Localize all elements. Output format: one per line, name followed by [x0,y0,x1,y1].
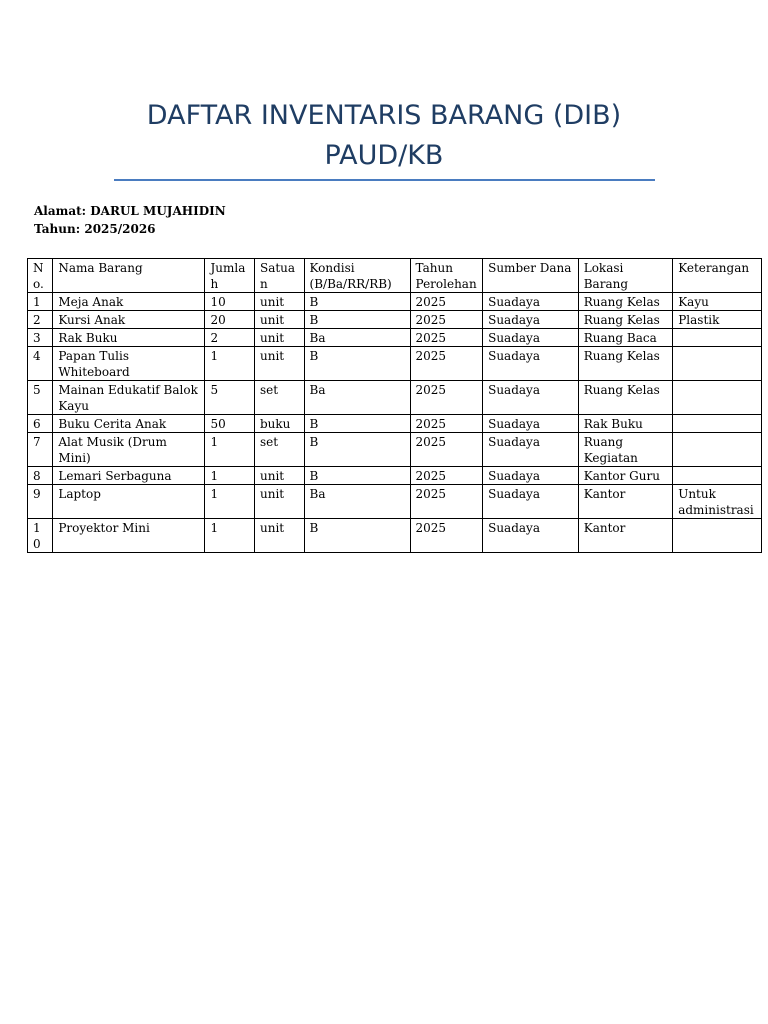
table-header-row [28,259,762,293]
cell-no: 1 [28,293,53,311]
cell-satuan: unit [254,329,304,347]
document-title [100,96,668,176]
cell-lokasi-barang: Ruang Kelas [578,293,672,311]
cell-jumlah: 50 [205,415,255,433]
document-meta [34,202,226,238]
cell-nama-barang: Proyektor Mini [53,519,205,553]
inventory-table [27,258,762,553]
cell-lokasi-barang: Ruang Baca [578,329,672,347]
header-jumlah: Jumlah [205,259,255,293]
cell-tahun-perolehan: 2025 [410,381,483,415]
cell-lokasi-barang: Rak Buku [578,415,672,433]
cell-nama-barang: Buku Cerita Anak [53,415,205,433]
cell-sumber-dana: Suadaya [483,485,579,519]
cell-sumber-dana: Suadaya [483,519,579,553]
header-kondisi: Kondisi (B/Ba/RR/RB) [304,259,410,293]
title-line-1: DAFTAR INVENTARIS BARANG (DIB) [146,100,622,131]
table-row [28,311,762,329]
cell-nama-barang: Kursi Anak [53,311,205,329]
table-row [28,329,762,347]
header-no: No. [28,259,53,293]
cell-kondisi: Ba [304,329,410,347]
cell-nama-barang: Rak Buku [53,329,205,347]
cell-lokasi-barang: Ruang Kegiatan [578,433,672,467]
table-row [28,433,762,467]
cell-sumber-dana: Suadaya [483,329,579,347]
cell-kondisi: Ba [304,381,410,415]
cell-satuan: unit [254,467,304,485]
cell-keterangan [673,329,762,347]
cell-keterangan [673,381,762,415]
cell-lokasi-barang: Ruang Kelas [578,347,672,381]
table-row [28,519,762,553]
cell-satuan: unit [254,293,304,311]
cell-kondisi: B [304,519,410,553]
cell-jumlah: 1 [205,347,255,381]
header-nama-barang: Nama Barang [53,259,205,293]
cell-tahun-perolehan: 2025 [410,485,483,519]
cell-nama-barang: Meja Anak [53,293,205,311]
cell-jumlah: 10 [205,293,255,311]
cell-lokasi-barang: Ruang Kelas [578,311,672,329]
cell-tahun-perolehan: 2025 [410,293,483,311]
cell-no: 2 [28,311,53,329]
table-row [28,347,762,381]
cell-no: 7 [28,433,53,467]
cell-satuan: unit [254,485,304,519]
header-tahun-perolehan: Tahun Perolehan [410,259,483,293]
table-row [28,485,762,519]
cell-tahun-perolehan: 2025 [410,467,483,485]
cell-tahun-perolehan: 2025 [410,311,483,329]
cell-sumber-dana: Suadaya [483,415,579,433]
cell-tahun-perolehan: 2025 [410,329,483,347]
title-line-2: PAUD/KB [324,140,444,171]
cell-sumber-dana: Suadaya [483,311,579,329]
table-body [28,293,762,553]
cell-jumlah: 1 [205,519,255,553]
year-line: Tahun: 2025/2026 [34,222,156,236]
cell-lokasi-barang: Kantor [578,519,672,553]
cell-kondisi: B [304,347,410,381]
cell-nama-barang: Papan Tulis Whiteboard [53,347,205,381]
cell-no: 8 [28,467,53,485]
cell-jumlah: 1 [205,485,255,519]
header-keterangan: Keterangan [673,259,762,293]
title-underline [114,179,655,181]
cell-tahun-perolehan: 2025 [410,519,483,553]
cell-no: 9 [28,485,53,519]
cell-no: 5 [28,381,53,415]
cell-lokasi-barang: Kantor [578,485,672,519]
cell-sumber-dana: Suadaya [483,293,579,311]
cell-keterangan [673,415,762,433]
cell-satuan: unit [254,347,304,381]
cell-nama-barang: Laptop [53,485,205,519]
table-row [28,415,762,433]
table-row [28,381,762,415]
cell-jumlah: 1 [205,467,255,485]
cell-kondisi: B [304,467,410,485]
cell-no: 3 [28,329,53,347]
table-row [28,293,762,311]
header-satuan: Satuan [254,259,304,293]
cell-kondisi: Ba [304,485,410,519]
cell-keterangan: Untuk administrasi [673,485,762,519]
cell-jumlah: 5 [205,381,255,415]
header-lokasi-barang: Lokasi Barang [578,259,672,293]
table-row [28,467,762,485]
cell-no: 6 [28,415,53,433]
cell-tahun-perolehan: 2025 [410,415,483,433]
cell-satuan: set [254,433,304,467]
cell-keterangan [673,433,762,467]
cell-satuan: set [254,381,304,415]
cell-lokasi-barang: Kantor Guru [578,467,672,485]
cell-sumber-dana: Suadaya [483,347,579,381]
cell-kondisi: B [304,311,410,329]
cell-jumlah: 2 [205,329,255,347]
cell-sumber-dana: Suadaya [483,433,579,467]
cell-sumber-dana: Suadaya [483,381,579,415]
address-line: Alamat: DARUL MUJAHIDIN [34,204,226,218]
cell-satuan: unit [254,519,304,553]
cell-jumlah: 1 [205,433,255,467]
cell-kondisi: B [304,293,410,311]
cell-sumber-dana: Suadaya [483,467,579,485]
cell-nama-barang: Lemari Serbaguna [53,467,205,485]
cell-kondisi: B [304,433,410,467]
cell-tahun-perolehan: 2025 [410,433,483,467]
cell-keterangan [673,519,762,553]
cell-satuan: buku [254,415,304,433]
cell-no: 10 [28,519,53,553]
cell-nama-barang: Mainan Edukatif Balok Kayu [53,381,205,415]
cell-keterangan: Plastik [673,311,762,329]
cell-keterangan [673,467,762,485]
cell-nama-barang: Alat Musik (Drum Mini) [53,433,205,467]
cell-keterangan [673,347,762,381]
cell-jumlah: 20 [205,311,255,329]
cell-kondisi: B [304,415,410,433]
header-sumber-dana: Sumber Dana [483,259,579,293]
cell-satuan: unit [254,311,304,329]
cell-keterangan: Kayu [673,293,762,311]
cell-lokasi-barang: Ruang Kelas [578,381,672,415]
cell-tahun-perolehan: 2025 [410,347,483,381]
cell-no: 4 [28,347,53,381]
